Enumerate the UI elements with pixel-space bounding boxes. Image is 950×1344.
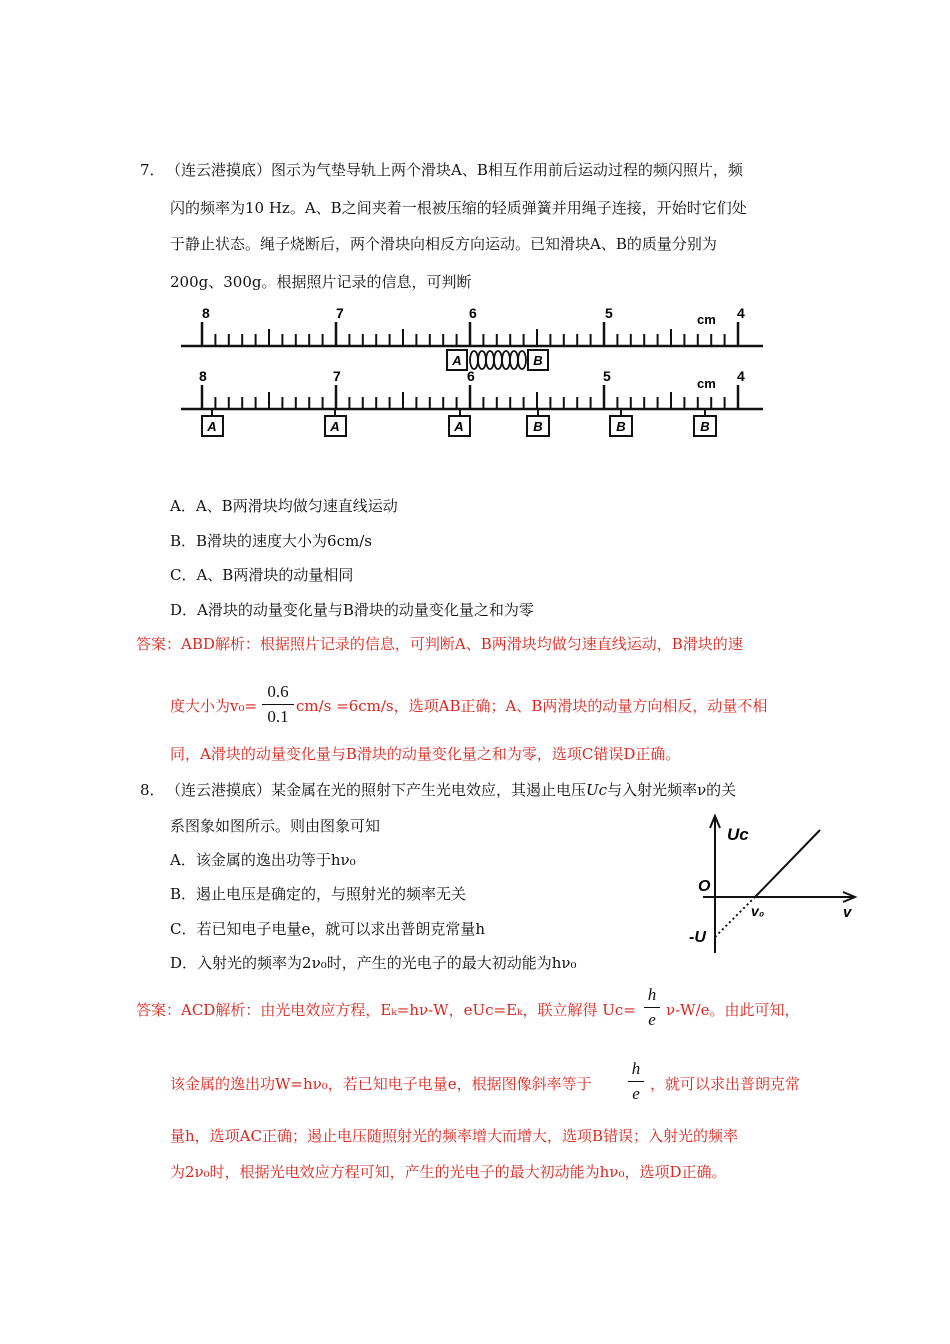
- top-label-4: 4: [737, 305, 745, 321]
- q8-option-b: B．遏止电压是确定的，与照射光的频率无关: [170, 885, 467, 903]
- q8-frac2-den: e: [632, 1084, 640, 1103]
- q8-answer-line2-post: ，就可以求出普朗克常: [650, 1075, 801, 1093]
- svg-text:A: A: [454, 419, 464, 434]
- q8-frac2-num: h: [631, 1059, 641, 1078]
- top-block-b: [528, 350, 548, 370]
- bottom-label-4: 4: [737, 368, 745, 384]
- top-label-cm: cm: [697, 312, 716, 327]
- q7-frac-num: 0.6: [267, 682, 289, 701]
- q7-number: 7．: [140, 161, 165, 179]
- q7-stem-line4: 200g、300g。根据照片记录的信息，可判断: [170, 273, 472, 291]
- bottom-block-a-1: [202, 416, 223, 436]
- svg-text:B: B: [700, 419, 710, 434]
- uc-line: [755, 830, 820, 897]
- graph-y-label: Uc: [727, 825, 749, 844]
- q8-number: 8．: [140, 781, 165, 799]
- q7-answer-line2-pre: 度大小为v₀=: [170, 697, 258, 715]
- q7-option-d: D．A滑块的动量变化量与B滑块的动量变化量之和为零: [170, 601, 534, 619]
- svg-text:A: A: [207, 419, 217, 434]
- bottom-block-a-2: [325, 416, 346, 436]
- q8-answer-line1-pre: 答案：ACD解析：由光电效应方程，Eₖ=hν-W，eUc=Eₖ，联立解得 Uc=: [136, 1001, 636, 1019]
- q8-frac1-den: e: [648, 1010, 656, 1029]
- q7-answer-line1: 答案：ABD解析：根据照片记录的信息，可判断A、B两滑块均做匀速直线运动，B滑块的速: [136, 635, 743, 653]
- q7-answer-line3: 同，A滑块的动量变化量与B滑块的动量变化量之和为零，选项C错误D正确。: [170, 745, 681, 763]
- q7-option-b: B．B滑块的速度大小为6cm/s: [170, 532, 372, 550]
- q7-stem-line2: 闪的频率为10 Hz。A、B之间夹着一根被压缩的轻质弹簧并用绳子连接，开始时它们处: [170, 199, 747, 217]
- q7-fraction: [262, 683, 294, 726]
- svg-text:B: B: [616, 419, 626, 434]
- svg-text:B: B: [533, 353, 543, 368]
- bottom-label-cm: cm: [697, 376, 716, 391]
- svg-text:A: A: [330, 419, 340, 434]
- bottom-block-b-1: [527, 416, 549, 436]
- bottom-block-a-3: [449, 416, 470, 436]
- uc-symbol: Uc: [586, 781, 608, 799]
- q8-frac1-num: h: [647, 985, 657, 1004]
- top-label-5: 5: [605, 305, 613, 321]
- q7-option-a: A．A、B两滑块均做匀速直线运动: [170, 497, 398, 515]
- bottom-block-b-2: [610, 416, 632, 436]
- q8-answer-line1-post: ν-W/e。由此可知，: [666, 1001, 800, 1019]
- q8-fraction-2: [628, 1060, 644, 1103]
- q8-option-a: A．该金属的逸出功等于hν₀: [170, 851, 356, 869]
- svg-text:B: B: [533, 419, 543, 434]
- bottom-label-6: 6: [467, 368, 475, 384]
- q7-option-c: C．A、B两滑块的动量相同: [170, 566, 354, 584]
- q8-stem-line2: 系图象如图所示。则由图象可知: [170, 817, 381, 835]
- q8-fraction-1: [644, 986, 660, 1029]
- top-block-a: [447, 350, 467, 370]
- q7-frac-den: 0.1: [267, 707, 289, 726]
- uc-line-extension: [715, 897, 755, 937]
- q8-option-c: C．若已知电子电量e，就可以求出普朗克常量h: [170, 920, 486, 938]
- bottom-label-8: 8: [199, 368, 207, 384]
- svg-text:A: A: [452, 353, 462, 368]
- bottom-label-5: 5: [603, 368, 611, 384]
- top-label-8: 8: [202, 305, 210, 321]
- q8-answer-line3: 量h，选项AC正确；遏止电压随照射光的频率增大而增大，选项B错误；入射光的频率: [170, 1127, 738, 1145]
- bottom-label-7: 7: [333, 368, 341, 384]
- q7-stem-line3: 于静止状态。绳子烧断后，两个滑块向相反方向运动。已知滑块A、B的质量分别为: [170, 235, 717, 253]
- q8-answer-line2-pre: 该金属的逸出功W=hν₀，若已知电子电量e，根据图像斜率等于: [170, 1075, 592, 1093]
- spring-icon: [470, 351, 526, 369]
- top-label-7: 7: [336, 305, 344, 321]
- q8-answer-line4: 为2ν₀时，根据光电效应方程可知，产生的光电子的最大初动能为hν₀，选项D正确。: [170, 1163, 727, 1181]
- graph-negu-label: -U: [689, 929, 706, 946]
- graph-x-label: v: [843, 904, 852, 921]
- air-track-figure: [175, 298, 775, 448]
- uc-frequency-graph: [685, 808, 865, 958]
- top-label-6: 6: [469, 305, 477, 321]
- q7-stem-line1: （连云港摸底）图示为气垫导轨上两个滑块A、B相互作用前后运动过程的频闪照片，频: [166, 161, 743, 179]
- q8-stem-line1: （连云港摸底）某金属在光的照射下产生光电效应，其遏止电压Uc与入射光频率ν的关: [166, 781, 737, 799]
- q7-answer-line2-post: cm/s =6cm/s，选项AB正确；A、B两滑块的动量方向相反，动量不相: [296, 697, 768, 715]
- graph-v0-label: v₀: [751, 903, 765, 919]
- bottom-block-b-3: [694, 416, 716, 436]
- graph-origin-label: O: [698, 878, 711, 895]
- q8-option-d: D．入射光的频率为2ν₀时，产生的光电子的最大初动能为hν₀: [170, 954, 577, 972]
